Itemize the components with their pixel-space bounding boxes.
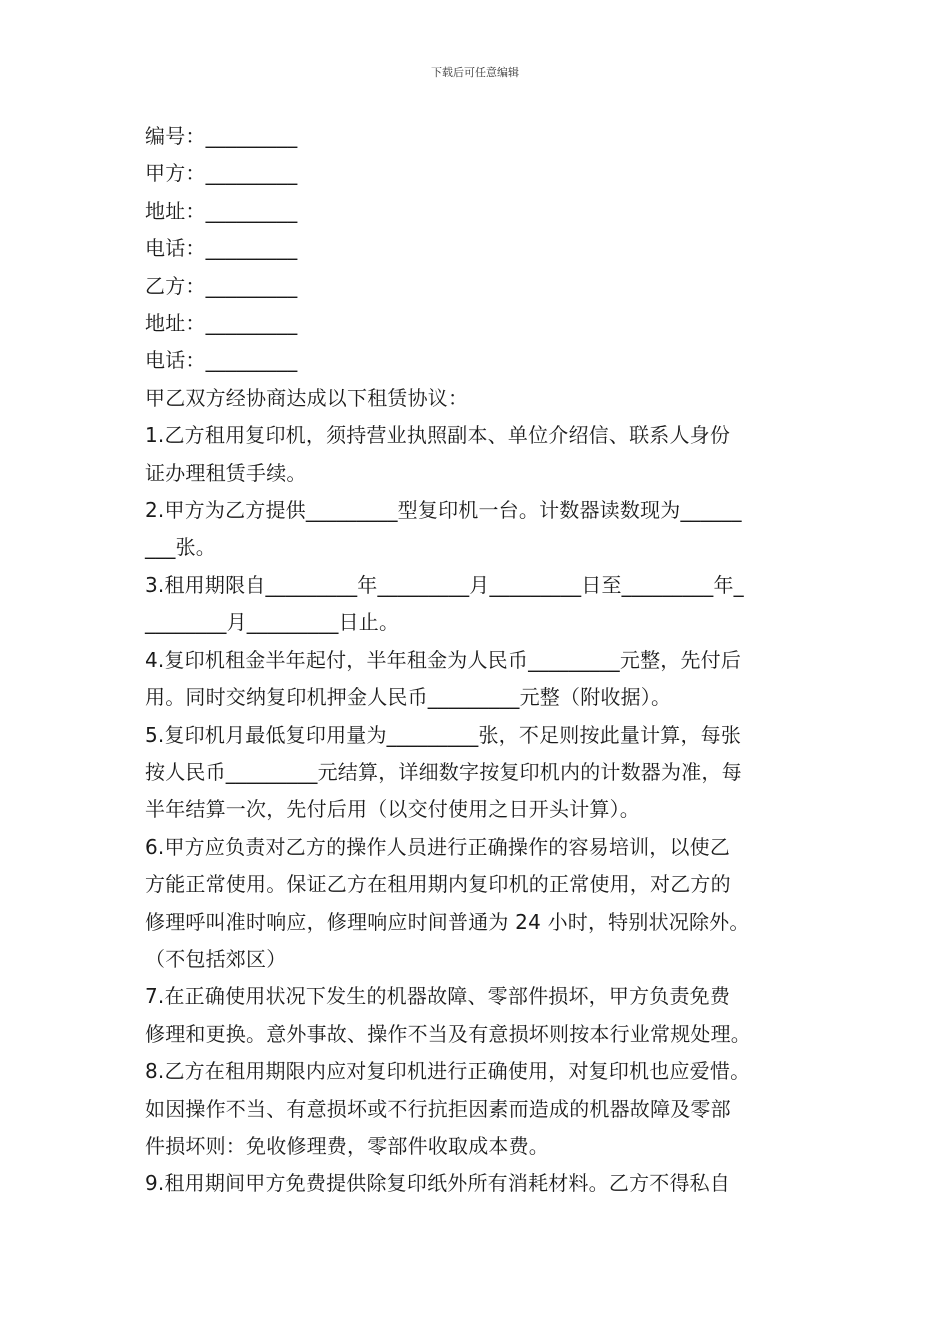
clause-6 [145,829,815,979]
contract-body [145,118,815,1203]
field-label: 电话： [145,236,206,261]
field-party-b-address [145,305,815,342]
page-header: 下载后可任意编辑 [431,66,519,79]
clause-3 [145,567,815,642]
field-party-a [145,155,815,192]
field-number [145,118,815,155]
clause-line: 半年结算一次，先付后用（以交付使用之日开头计算）。 [145,797,640,822]
field-party-a-phone [145,230,815,267]
field-blank: _________ [205,124,298,148]
clause-line: 3.租用期限自_________年_________月_________日至_________年_ [145,572,744,597]
clause-line: 1.乙方租用复印机，须持营业执照副本、单位介绍信、联系人身份 [145,423,731,448]
clause-line: 件损坏则：免收修理费，零部件收取成本费。 [145,1133,549,1158]
field-blank: _________ [205,273,298,298]
clause-7 [145,978,815,1053]
clause-line: 9.租用期间甲方免费提供除复印纸外所有消耗材料。乙方不得私自 [145,1171,731,1196]
field-label: 地址： [145,198,206,223]
field-blank: _________ [205,311,298,336]
field-party-b-phone [145,342,815,379]
clause-line: ________月_________日止。 [145,610,400,635]
field-blank: _________ [205,236,298,261]
clause-1 [145,417,815,492]
field-party-a-address [145,193,815,230]
clause-line: ___张。 [145,535,216,560]
clause-2 [145,492,815,567]
clause-line: 用。同时交纳复印机押金人民币_________元整（附收据）。 [145,685,672,710]
clause-5 [145,717,815,829]
clause-line: 按人民币_________元结算，详细数字按复印机内的计数器为准，每 [145,759,742,784]
clause-line: 5.复印机月最低复印用量为_________张，不足则按此量计算，每张 [145,722,742,747]
clause-line: 8.乙方在租用期限内应对复印机进行正确使用，对复印机也应爱惜。 [145,1059,751,1084]
field-label: 乙方： [145,273,206,298]
clause-line: 2.甲方为乙方提供_________型复印机一台。计数器读数现为______ [145,498,742,523]
clause-line: 方能正常使用。保证乙方在租用期内复印机的正常使用，对乙方的 [145,872,731,897]
field-label: 甲方： [145,161,206,186]
clause-line: 4.复印机租金半年起付，半年租金为人民币_________元整，先付后 [145,647,742,672]
clause-4 [145,642,815,717]
clause-8 [145,1053,815,1165]
field-label: 地址： [145,311,206,336]
field-blank: _________ [205,198,298,223]
field-blank: _________ [205,348,298,373]
clause-line: 证办理租赁手续。 [145,460,307,485]
clause-line: 如因操作不当、有意损坏或不行抗拒因素而造成的机器故障及零部 [145,1096,731,1121]
clause-line: （不包括郊区） [145,946,287,971]
field-blank: _________ [205,161,298,186]
intro-paragraph: 甲乙双方经协商达成以下租赁协议： [145,385,469,410]
field-label: 编号： [145,124,206,148]
clause-line: 修理呼叫准时响应，修理响应时间普通为 24 小时，特别状况除外。 [145,909,750,934]
clause-line: 修理和更换。意外事故、操作不当及有意损坏则按本行业常规处理。 [145,1021,751,1046]
field-label: 电话： [145,348,206,373]
clause-line: 6.甲方应负责对乙方的操作人员进行正确操作的容易培训，以使乙 [145,834,731,859]
clause-line: 7.在正确使用状况下发生的机器故障、零部件损坏，甲方负责免费 [145,984,731,1009]
clause-9 [145,1165,815,1202]
field-party-b [145,268,815,305]
